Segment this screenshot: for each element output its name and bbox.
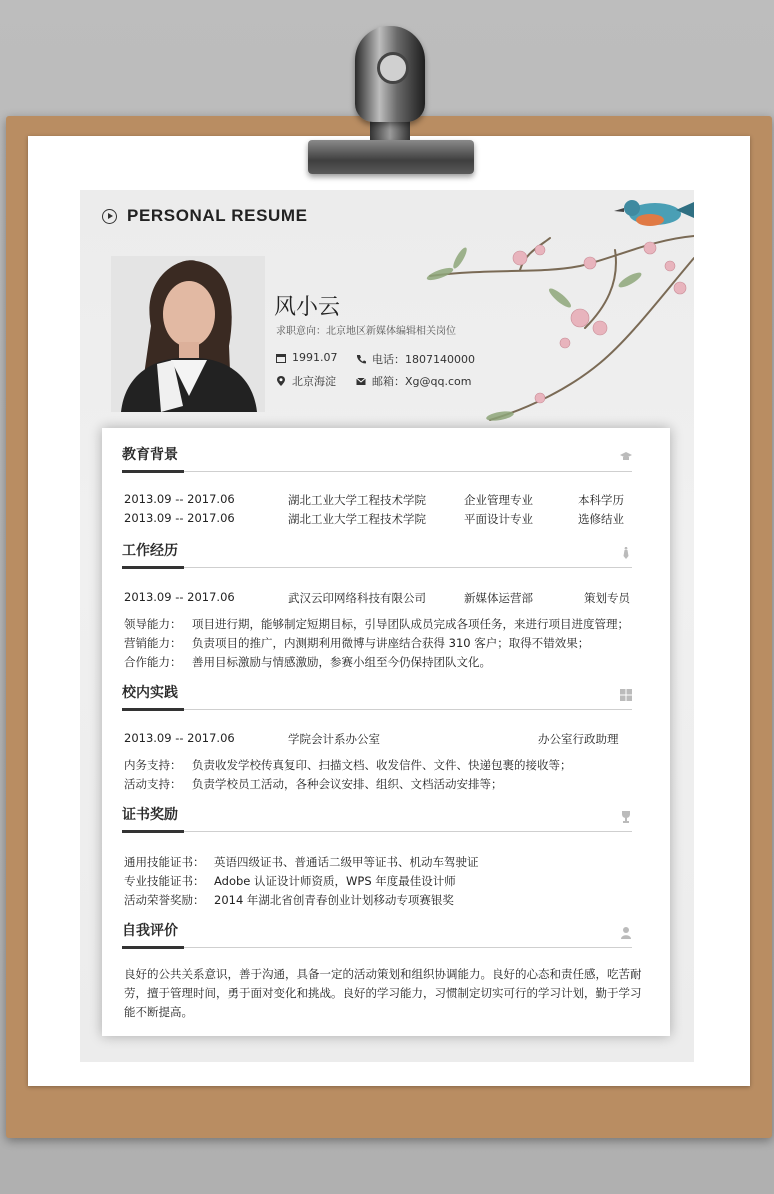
graduation-cap-icon <box>620 448 632 460</box>
self-eval-line-1: 良好的公共关系意识，善于沟通，具备一定的活动策划和组织协调能力。良好的心态和责任感，吃苦耐 <box>124 967 642 981</box>
campus-section <box>122 682 632 711</box>
self-eval-line-2: 劳，擅于管理时间，勇于面对变化和挑战。良好的学习能力，习惯制定切实可行的学习计划，勤于学习 <box>124 986 642 1000</box>
resume-title-text: PERSONAL RESUME <box>127 206 308 225</box>
tie-icon <box>620 544 632 556</box>
clip-base <box>308 140 474 174</box>
profile-photo <box>111 256 265 412</box>
self-eval-divider <box>122 946 632 949</box>
self-eval-line-3: 能不断提高。 <box>124 1005 193 1019</box>
profile-name: 风小云 <box>274 295 341 320</box>
campus-item-2-text: 负责学校员工活动，各种会议安排、组织、文档活动安排等； <box>192 777 503 791</box>
award-1-text: 英语四级证书、普通话二级甲等证书、机动车驾驶证 <box>214 855 479 869</box>
work-item-3-label: 合作能力： <box>124 655 182 669</box>
education-title: 教育背景 <box>122 447 178 463</box>
bird <box>614 200 694 226</box>
clip-hole <box>377 52 409 84</box>
education-divider <box>122 470 632 473</box>
edu-1-degree: 本科学历 <box>578 493 624 507</box>
person-icon <box>620 924 632 936</box>
self-eval-section <box>122 920 632 949</box>
campus-org: 学院会计系办公室 <box>288 732 380 746</box>
job-objective: 求职意向：北京地区新媒体编辑相关岗位 <box>276 326 456 337</box>
work-item-1-text: 项目进行期，能够制定短期目标，引导团队成员完成各项任务，来进行项目进度管理； <box>192 617 629 631</box>
mail-icon <box>356 376 366 386</box>
windows-icon <box>620 686 632 698</box>
work-section <box>122 540 632 569</box>
work-company: 武汉云印网络科技有限公司 <box>288 591 426 605</box>
campus-divider <box>122 708 632 711</box>
award-3-text: 2014 年湖北省创青春创业计划移动专项赛银奖 <box>214 893 454 907</box>
work-date: 2013.09 -- 2017.06 <box>124 590 235 604</box>
email-info <box>356 373 471 389</box>
edu-2-degree: 选修结业 <box>578 512 624 526</box>
award-2-text: Adobe 认证设计师资质，WPS 年度最佳设计师 <box>214 874 456 888</box>
awards-divider <box>122 830 632 833</box>
campus-item-1-text: 负责收发学校传真复印、扫描文档、收发信件、文件、快递包裹的接收等； <box>192 758 572 772</box>
work-dept: 新媒体运营部 <box>464 591 533 605</box>
location: 北京海淀 <box>292 375 336 388</box>
resume-title <box>102 206 308 226</box>
edu-1-major: 企业管理专业 <box>464 493 533 507</box>
work-item-2-text: 负责项目的推广，内测期利用微博与讲座结合获得 310 客户；取得不错效果； <box>192 636 590 650</box>
birth-info <box>276 351 338 364</box>
play-icon <box>102 209 117 224</box>
campus-item-1-label: 内务支持： <box>124 758 182 772</box>
award-1-label: 通用技能证书： <box>124 855 205 869</box>
edu-2-date: 2013.09 -- 2017.06 <box>124 511 235 525</box>
awards-section <box>122 804 632 833</box>
work-item-1-label: 领导能力： <box>124 617 182 631</box>
campus-title: 校内实践 <box>122 685 178 701</box>
phone-icon <box>356 354 366 364</box>
work-title: 工作经历 <box>122 543 178 559</box>
awards-title: 证书奖励 <box>122 807 178 823</box>
phone-info <box>356 351 475 367</box>
self-eval-title: 自我评价 <box>122 923 178 939</box>
edu-2-school: 湖北工业大学工程技术学院 <box>288 512 426 526</box>
trophy-icon <box>620 808 632 820</box>
work-divider <box>122 566 632 569</box>
award-3-label: 活动荣誉奖励： <box>124 893 205 907</box>
edu-1-school: 湖北工业大学工程技术学院 <box>288 493 426 507</box>
campus-date: 2013.09 -- 2017.06 <box>124 731 235 745</box>
birth-date: 1991.07 <box>292 351 338 364</box>
resume-content-card <box>102 428 670 1036</box>
work-role: 策划专员 <box>584 591 630 605</box>
blossom-branch-illustration <box>400 188 694 428</box>
education-section <box>122 444 632 473</box>
edu-2-major: 平面设计专业 <box>464 512 533 526</box>
calendar-icon <box>276 353 286 363</box>
location-pin-icon <box>276 376 286 386</box>
phone-number: 电话：1807140000 <box>372 353 475 366</box>
work-item-2-label: 营销能力： <box>124 636 182 650</box>
campus-item-2-label: 活动支持： <box>124 777 182 791</box>
campus-role: 办公室行政助理 <box>538 732 619 746</box>
work-item-3-text: 善用目标激励与情感激励，参赛小组至今仍保持团队文化。 <box>192 655 491 669</box>
email: 邮箱：Xg@qq.com <box>372 375 472 388</box>
award-2-label: 专业技能证书： <box>124 874 205 888</box>
location-info <box>276 373 336 389</box>
edu-1-date: 2013.09 -- 2017.06 <box>124 492 235 506</box>
